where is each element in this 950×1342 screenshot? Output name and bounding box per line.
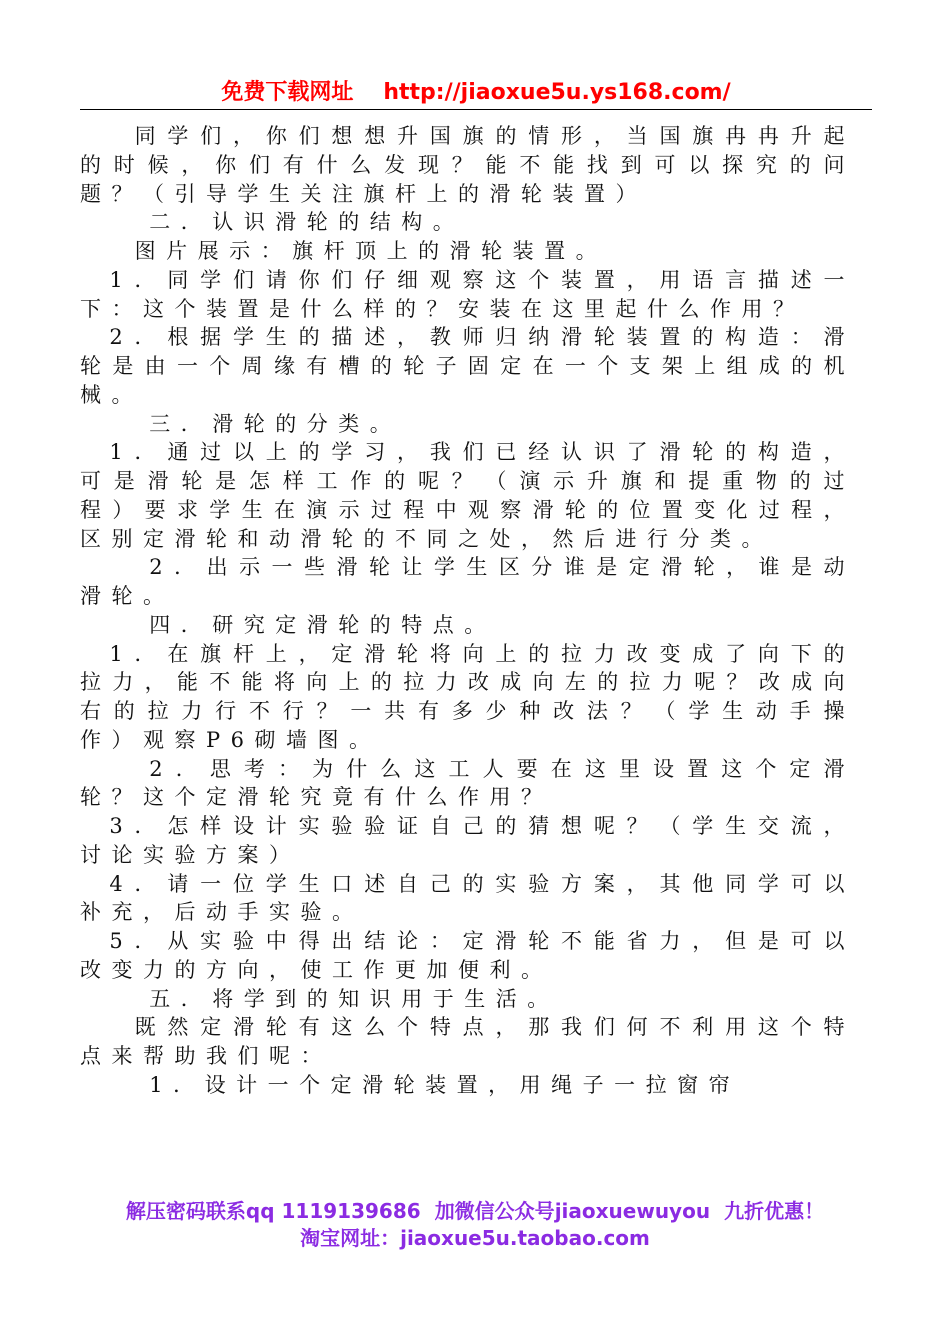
- paragraph: 既然定滑轮有这么个特点，那我们何不利用这个特点来帮助我们呢：: [80, 1015, 855, 1068]
- list-item: 1．同学们请你们仔细观察这个装置，用语言描述一下：这个装置是什么样的？安装在这里起什么作用？: [80, 267, 855, 321]
- section-heading-3: 三．滑轮的分类。: [149, 411, 402, 436]
- list-item: 1．在旗杆上，定滑轮将向上的拉力改变成了向下的拉力，能不能将向上的拉力改成向左的拉力呢？改成向右的拉力行不行？一共有多少种改法？（学生动手操作）观察P6砌墙图。: [80, 641, 855, 752]
- lesson-body: [80, 122, 855, 1100]
- list-item: 2．出示一些滑轮让学生区分谁是定滑轮，谁是动滑轮。: [80, 555, 855, 608]
- header-rule: [80, 109, 872, 110]
- footer-taobao-line: [70, 1225, 880, 1251]
- list-item: 5．从实验中得出结论：定滑轮不能省力，但是可以改变力的方向，使工作更加便利。: [80, 929, 855, 982]
- download-label: 免费下载网址: [221, 80, 354, 105]
- list-item: 4．请一位学生口述自己的实验方案，其他同学可以补充，后动手实验。: [80, 871, 855, 925]
- list-item: 2．思考：为什么这工人要在这里设置这个定滑轮？这个定滑轮究竟有什么作用？: [80, 756, 855, 810]
- footer-wechat-label: 加微信公众号: [434, 1199, 555, 1223]
- footer-taobao-link[interactable]: 淘宝网址：jiaoxue5u.taobao.com: [300, 1226, 650, 1250]
- paragraph: 图片展示：旗杆顶上的滑轮装置。: [134, 239, 608, 263]
- list-item: 1．设计一个定滑轮装置，用绳子一拉窗帘: [149, 1072, 741, 1097]
- list-item: 1．通过以上的学习，我们已经认识了滑轮的构造，可是滑轮是怎样工作的呢？（演示升旗和提重物的过程）要求学生在演示过程中观察滑轮的位置变化过程，区别定滑轮和动滑轮的不同之处，然后进行分类。: [80, 440, 855, 551]
- footer-qq: qq 1119139686: [245, 1199, 421, 1223]
- footer-contact-line: [70, 1198, 880, 1224]
- section-heading-5: 五．将学到的知识用于生活。: [149, 986, 559, 1011]
- download-url-link[interactable]: http://jiaoxue5u.ys168.com/: [383, 80, 731, 105]
- footer-contact-label: 解压密码联系: [125, 1199, 246, 1223]
- footer-discount: 九折优惠！: [724, 1199, 825, 1223]
- section-heading-2: 二．认识滑轮的结构。: [149, 210, 465, 235]
- list-item: 2．根据学生的描述，教师归纳滑轮装置的构造：滑轮是由一个周缘有槽的轮子固定在一个支架上组成的机械。: [80, 325, 855, 407]
- footer-wechat-id: jiaoxuewuyou: [554, 1199, 711, 1223]
- download-header: [80, 78, 872, 108]
- section-heading-4: 四．研究定滑轮的特点。: [149, 612, 496, 637]
- paragraph-intro: 同学们，你们想想升国旗的情形，当国旗冉冉升起的时候，你们有什么发现？能不能找到可以探究的问题？（引导学生关注旗杆上的滑轮装置）: [80, 124, 855, 206]
- list-item: 3．怎样设计实验验证自己的猜想呢？（学生交流，讨论实验方案）: [80, 814, 855, 867]
